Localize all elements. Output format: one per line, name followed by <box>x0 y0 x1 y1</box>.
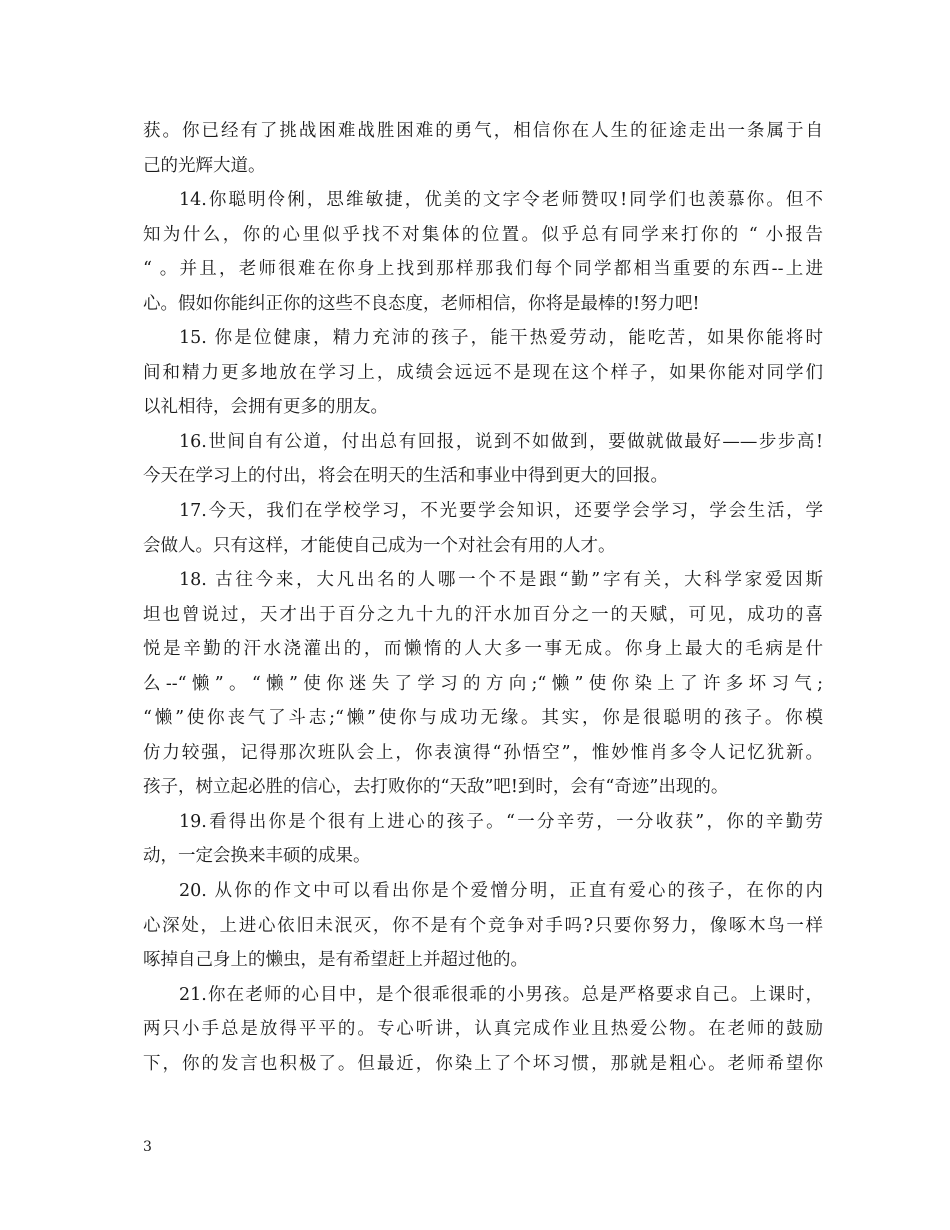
text-line: 会做人。只有这样，才能使自己成为一个对社会有用的人才。 <box>143 535 616 556</box>
text-line: 知为什么，你的心里似乎找不对集体的位置。似乎总有同学来打你的 “ 小报告 <box>143 224 823 245</box>
text-line: “ 。并且，老师很难在你身上找到那样那我们每个同学都相当重要的东西--上进 <box>143 259 823 280</box>
text-line: 15. 你是位健康，精力充沛的孩子，能干热爱劳动，能吃苦，如果你能将时 <box>179 328 823 349</box>
text-line: 悦是辛勤的汗水浇灌出的，而懒惰的人大多一事无成。你身上最大的毛病是什 <box>143 639 823 660</box>
text-line: 18. 古往今来，大凡出名的人哪一个不是跟“勤”字有关，大科学家爱因斯 <box>179 570 823 591</box>
text-line: “懒”使你丧气了斗志;“懒”使你与成功无缘。其实，你是很聪明的孩子。你模 <box>143 708 823 729</box>
text-line: 14.你聪明伶俐，思维敏捷，优美的文字令老师赞叹!同学们也羡慕你。但不 <box>179 190 823 211</box>
text-line: 以礼相待，会拥有更多的朋友。 <box>143 397 388 418</box>
text-line: 啄掉自己身上的懒虫，是有希望赶上并超过他的。 <box>143 950 528 971</box>
text-line: 21.你在老师的心目中，是个很乖很乖的小男孩。总是严格要求自己。上课时， <box>179 984 823 1005</box>
text-line: 坦也曾说过，天才出于百分之九十九的汗水加百分之一的天赋，可见，成功的喜 <box>143 604 823 625</box>
text-line: 心深处，上进心依旧未泯灭，你不是有个竞争对手吗?只要你努力，像啄木鸟一样 <box>143 915 823 936</box>
text-line: 孩子，树立起必胜的信心，去打败你的“天敌”吧!到时，会有“奇迹”出现的。 <box>143 777 729 798</box>
text-line: 16.世间自有公道，付出总有回报，说到不如做到，要做就做最好——步步高! <box>179 431 823 452</box>
text-line: 两只小手总是放得平平的。专心听讲，认真完成作业且热爱公物。在老师的鼓励 <box>143 1019 823 1040</box>
text-line: 17.今天，我们在学校学习，不光要学会知识，还要学会学习，学会生活，学 <box>179 501 823 522</box>
text-line: 下，你的发言也积极了。但最近，你染上了个坏习惯，那就是粗心。老师希望你 <box>143 1053 823 1074</box>
document-body <box>143 114 823 1081</box>
text-line: 间和精力更多地放在学习上，成绩会远远不是现在这个样子，如果你能对同学们 <box>143 362 823 383</box>
text-line: 己的光辉大道。 <box>143 155 266 176</box>
page-number: 3 <box>143 1139 152 1155</box>
text-line: 动，一定会换来丰硕的成果。 <box>143 846 371 867</box>
text-line: 今天在学习上的付出，将会在明天的生活和事业中得到更大的回报。 <box>143 466 668 487</box>
text-line: 么--“懒”。“懒”使你迷失了学习的方向;“懒”使你染上了许多坏习气; <box>143 673 823 694</box>
text-line: 获。你已经有了挑战困难战胜困难的勇气，相信你在人生的征途走出一条属于自 <box>143 121 823 141</box>
text-line: 19.看得出你是个很有上进心的孩子。“一分辛劳，一分收获”，你的辛勤劳 <box>179 811 823 832</box>
text-line: 仿力较强，记得那次班队会上，你表演得“孙悟空”，惟妙惟肖多令人记忆犹新。 <box>143 742 823 763</box>
text-line: 心。假如你能纠正你的这些不良态度，老师相信，你将是最棒的!努力吧! <box>143 293 700 314</box>
text-line: 20. 从你的作文中可以看出你是个爱憎分明，正直有爱心的孩子，在你的内 <box>179 881 823 902</box>
